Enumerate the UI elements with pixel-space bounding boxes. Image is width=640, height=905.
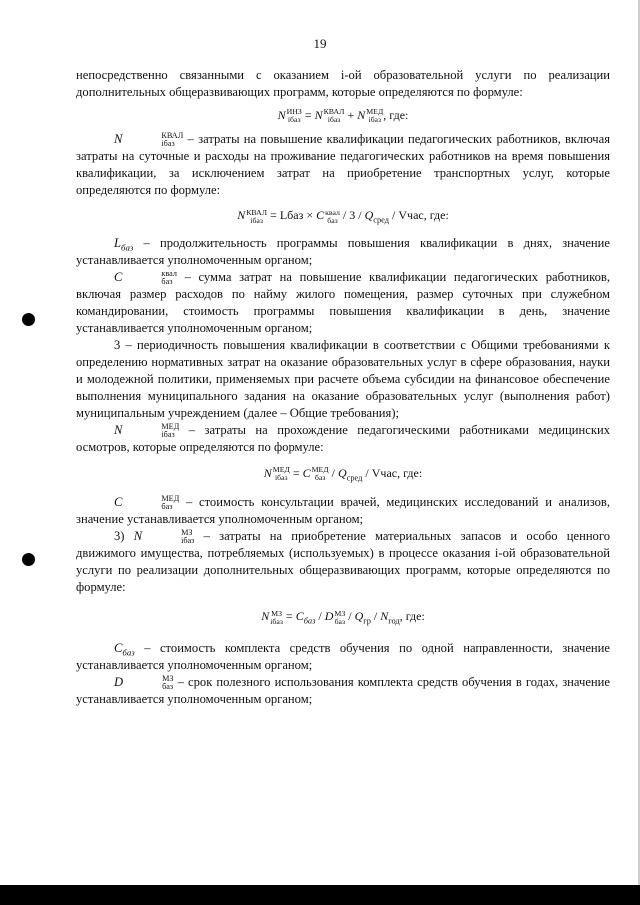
paragraph-med-def: N МЕД iбаз – затраты на прохождение педагогическими работниками медицинских осмотров, которые определяются по формуле:: [76, 421, 610, 454]
formula-med: N МЕД iбаз = C МЕД баз / $Q_{сред}$ / Vчас, где:: [263, 465, 423, 483]
paragraph-cbaz-med-def: C МЕД баз – стоимость консультации врачей, медицинских исследований и анализов, значение устанавливается уполномоченным органом;: [76, 494, 610, 527]
paragraph-periodicity: 3 – периодичность повышения квалификации в соответствии с Общими требованиями к определению нормативных затрат на оказание образовательных услуг в сфере образования, науки и молодежной политики, применяемых при расчете объема субсидии на финансовое обеспечение выполнения муниципального задания на оказание образовательных услуг (выполнения работ) муниципальным учреждением (далее – Общие требования);: [76, 337, 610, 420]
paragraph-kval-def: N КВАЛ iбаз – затраты на повышение квалификации педагогических работников, включая затраты на суточные и расходы на проживание педагогических работников на время повышения квалификации, за исключением затрат на приобретение транспортных услуг, которые определяются по формуле:: [76, 131, 610, 198]
formula-inz: N ИНЗ iбаз = N КВАЛ iбаз + N МЕД iбаз , где:: [277, 107, 409, 125]
paragraph-intro: непосредственно связанными с оказанием i-ой образовательной услуги по реализации дополнительных общеразвивающих программ, которые определяются по формуле:: [76, 68, 610, 99]
paragraph-mz-def: 3) N МЗ iбаз – затраты на приобретение материальных запасов и особо ценного движимого имущества, потребляемых (используемых) в процессе оказания i-ой образовательной услуги по реализации дополнительных общеразвивающих программ, которые определяются по формуле:: [76, 528, 610, 595]
scan-bottom-bar: [0, 885, 640, 905]
paragraph-cbaz-def: $C_{баз}$ – стоимость комплекта средств обучения по одной направленности, значение устанавливается уполномоченным органом;: [76, 640, 611, 672]
page-number: 19: [313, 36, 327, 51]
binder-hole-top: [22, 313, 35, 326]
binder-hole-bottom: [22, 553, 35, 566]
paragraph-cbaz-kval-def: C квал баз – сумма затрат на повышение квалификации педагогических работников, включая размер расходов по найму жилого помещения, размер суточных при служебном командировании, стоимость программы повышения квалификации в день, значение устанавливается уполномоченным органом;: [76, 268, 610, 335]
document-body: [76, 67, 610, 708]
paragraph-dbaz-def: D МЗ баз – срок полезного использования комплекта средств обучения в годах, значение устанавливается уполномоченным органом;: [76, 673, 610, 706]
paragraph-lbaz-def: $L_{баз}$ – продолжительность программы повышения квалификации в днях, значение устанавливается уполномоченным органом;: [76, 235, 610, 267]
formula-kval: N КВАЛ iбаз = Lбаз × C квал баз / $3 / Q_{сред}$ / Vчас, где:: [237, 207, 449, 225]
formula-mz: N МЗ iбаз = $C_{баз}$ / D МЗ баз / $Q_{гр} / N_{год}$, где:: [261, 608, 425, 626]
